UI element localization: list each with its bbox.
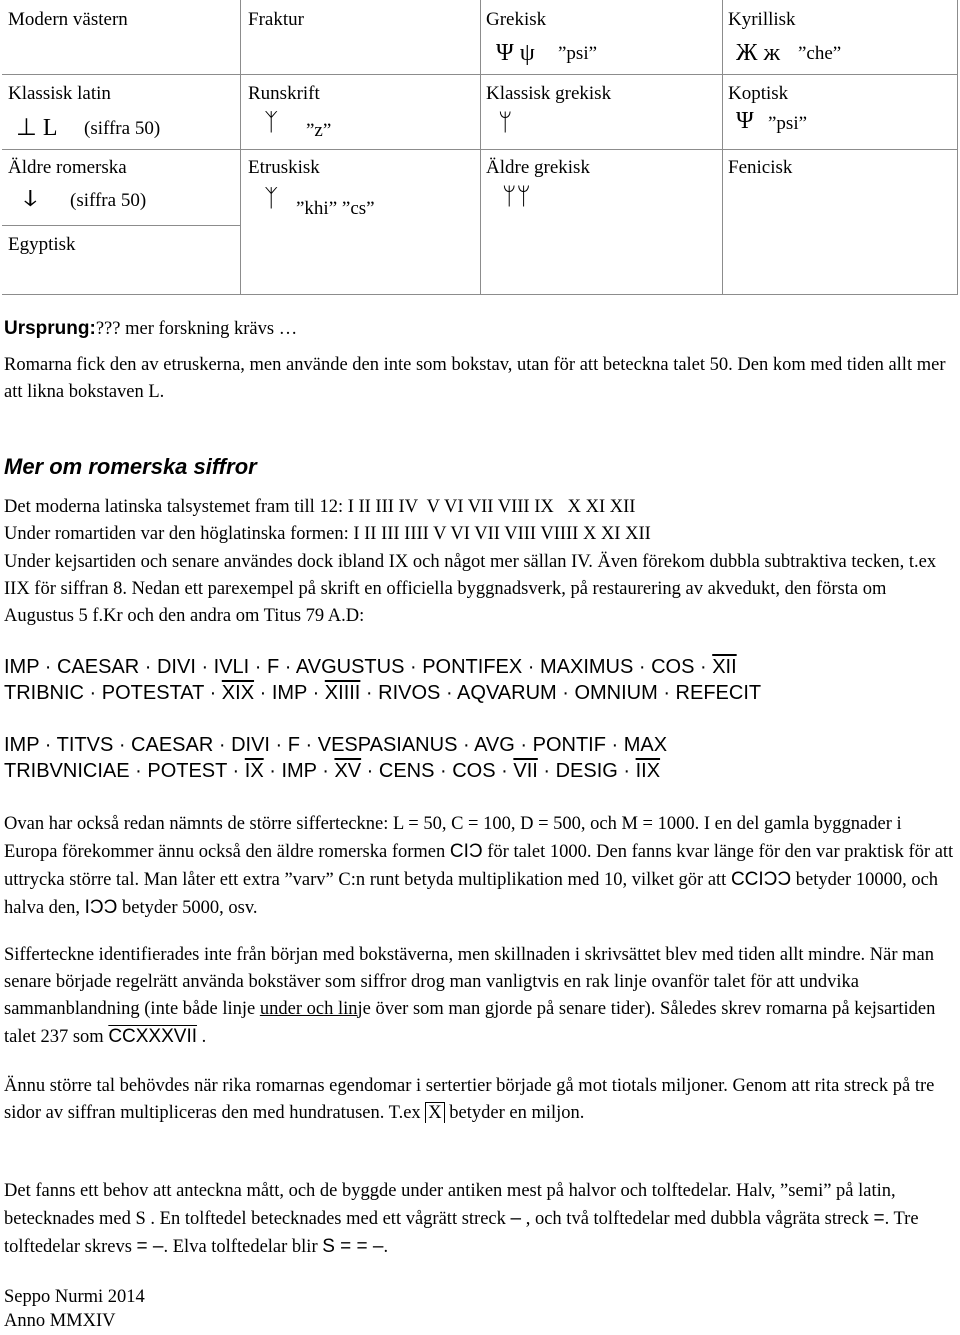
inscription-text: TRIBVNICIAE · POTEST · — [4, 760, 245, 782]
etruscan-note: ”khi” ”cs” — [296, 198, 375, 219]
inscription-text: · DESIG · — [537, 760, 636, 782]
overlined-numeral: $\overline{IX}$ — [244, 760, 264, 782]
table-divider — [957, 0, 958, 295]
cyrillic-che-glyph: Ж ж — [736, 40, 781, 66]
coptic-glyph: Ψ — [736, 108, 754, 134]
apostrophus-1000: CIƆ — [449, 841, 483, 862]
augustus-inscription-line-1 — [4, 654, 737, 680]
cell-etruscan: Etruskisk — [248, 157, 320, 178]
runic-note: ”z” — [306, 120, 332, 141]
boxed-numeral-million: X — [425, 1102, 444, 1123]
table-divider — [480, 0, 481, 295]
greek-psi-note: ”psi” — [558, 43, 598, 64]
origin-text: Romarna fick den av etruskerna, men använde den inte som bokstav, utan för att beteckna talet 50. Den kom med tiden allt mer att likna bokstaven L. — [4, 355, 946, 402]
paragraph-text: . Tre tolftedelar skrevs — [4, 1209, 919, 1257]
overlined-numeral: $\overline{IIX}$ — [635, 760, 661, 782]
cell-cyrillic: Kyrillisk — [728, 9, 796, 30]
high-latin-numerals-line: Under romartiden var den höglatinska formen: I II III IIII V VI VII VIII VIIII X XI XII — [4, 524, 651, 544]
twelfth-sign: – — [510, 1208, 522, 1229]
paragraph-text: . — [197, 1027, 207, 1047]
paragraph-text: . Elva tolftedelar blir — [163, 1237, 323, 1257]
inscription-text: · CENS · COS · — [361, 760, 514, 782]
overlined-numeral: $\overline{XII}$ — [712, 656, 737, 678]
inscription-text: TRIBNIC · POTESTAT · — [4, 682, 222, 704]
classical-greek-glyph: ᛘ — [498, 110, 513, 136]
classical-latin-glyph: ⊥ L — [16, 115, 58, 141]
paragraph-text: betyder 5000, osv. — [117, 898, 258, 918]
cell-classical-greek: Klassisk grekisk — [486, 83, 612, 104]
table-divider — [2, 294, 958, 295]
cell-greek: Grekisk — [486, 9, 547, 30]
apostrophus-10000: CCIƆƆ — [730, 869, 792, 890]
greek-psi-glyph: Ψ ψ — [496, 40, 535, 66]
cell-older-roman: Äldre romerska — [8, 157, 127, 178]
paragraph-text: , och två tolftedelar med dubbla vågräta streck — [521, 1209, 874, 1229]
cell-classical-latin: Klassisk latin — [8, 83, 111, 104]
runic-glyph: ᛉ — [264, 110, 279, 136]
classical-latin-note: (siffra 50) — [84, 118, 161, 139]
million-paragraph — [4, 1073, 956, 1127]
section-heading: Mer om romerska siffror — [4, 454, 257, 479]
paragraph-text: för talet 1000. Den fanns kvar länge för den var praktisk för att uttrycka större tal. Man låter ett extra ”varv” C:n runt betyda multiplikation med 10, vilket gör att — [4, 842, 954, 890]
origin-value: ??? mer forskning krävs … — [95, 319, 298, 339]
two-twelfths-sign: = — [873, 1208, 885, 1229]
cyrillic-che-note: ”che” — [798, 43, 842, 64]
older-greek-glyph: ᛘᛘ — [502, 184, 531, 210]
cell-modern-western: Modern västern — [8, 9, 128, 30]
three-twelfths-sign: = – — [136, 1236, 164, 1257]
cell-egyptian: Egyptisk — [8, 234, 76, 255]
coptic-note: ”psi” — [768, 113, 808, 134]
footer-author: Seppo Nurmi 2014 — [4, 1287, 145, 1307]
eleven-twelfths-sign: S = = – — [322, 1236, 384, 1257]
paragraph-text: Ovan har också redan nämnts de större sifferteckne: L = 50, C = 100, D = 500, och M = 1000. I en del gamla byggnader i Europa förekommer ännu också den äldre romerska formen — [4, 814, 902, 862]
older-roman-note: (siffra 50) — [70, 190, 147, 211]
script-table — [2, 0, 958, 295]
paragraph-text: Sifferteckne identifierades inte från början med bokstäverna, men skillnaden i skrivsättet blev med tiden allt mindre. När man senare började regelrätt använda bokstäver som siffror drog man vanligtvis en rak linje ovanför talet för att undvika sammanblandning (inte både linje — [4, 945, 935, 1019]
cell-phoenician: Fenicisk — [728, 157, 793, 178]
paragraph-text: Det fanns ett behov att anteckna mått, och de byggde under antiken mest på halvor och tolftedelar. Halv, ”semi” på latin, betecknades med S . En tolftedel betecknades med ett vågrätt streck — [4, 1181, 896, 1229]
table-divider — [240, 0, 241, 295]
overlined-numeral: $\overline{VII}$ — [513, 760, 538, 782]
overlined-numeral: $\overline{XIX}$ — [221, 682, 255, 704]
paragraph-text: Ännu större tal behövdes när rika romarnas egendomar i sertertier började gå mot tiotals miljoner. Genom att rita streck på tre sidor av siffran multipliceras den med hundratusen. T.ex — [4, 1076, 935, 1123]
cell-runic: Runskrift — [248, 83, 320, 104]
titus-inscription-line-1: IMP · TITVS · CAESAR · DIVI · F · VESPASIANUS · AVG · PONTIF · MAX — [4, 734, 668, 756]
etruscan-glyph: ᛉ — [264, 186, 279, 212]
overline-paragraph — [4, 942, 956, 1051]
inscription-text: · RIVOS · AQVARUM · OMNIUM · REFECIT — [360, 682, 762, 704]
paragraph-text: je över som man gjorde på senare tider). Således skrev romarna på kejsartiden talet 237 som — [4, 999, 936, 1047]
footer-year: Anno MMXIV — [4, 1311, 116, 1331]
paragraph-text: . — [383, 1237, 389, 1257]
table-divider — [722, 0, 723, 295]
subtractive-paragraph: Under kejsartiden och senare användes dock ibland IX och något mer sällan IV. Även förekom dubbla subtraktiva tecken, t.ex IIX för siffran 8. Nedan ett parexempel på skrift en officiella byggnadsverk, på restaurering av akvedukt, den första om Augustus 5 f.Kr och den andra om Titus 79 A.D: — [4, 552, 937, 626]
modern-numerals-line: Det moderna latinska talsystemet fram till 12: I II III IV V VI VII VIII IX X XI XII — [4, 497, 636, 517]
underlined-text: under och lin — [259, 999, 358, 1019]
overlined-numeral: XIIII — [324, 682, 361, 704]
overlined-numeral: $\overline{XV}$ — [334, 760, 362, 782]
cell-fraktur: Fraktur — [248, 9, 304, 30]
overlined-numeral-237: CCXXXVII — [108, 1026, 198, 1047]
origin-label: Ursprung: — [4, 318, 96, 339]
titus-inscription-line-2 — [4, 758, 660, 784]
paragraph-text: betyder en miljon. — [444, 1103, 585, 1123]
table-divider — [2, 74, 958, 75]
large-numerals-paragraph — [4, 811, 956, 922]
cell-older-greek: Äldre grekisk — [486, 157, 590, 178]
fractions-paragraph — [4, 1178, 956, 1261]
inscription-text: · IMP · — [254, 682, 325, 704]
older-roman-glyph: ↆ — [24, 186, 37, 212]
augustus-inscription-line-2 — [4, 680, 761, 706]
inscription-text: IMP · CAESAR · DIVI · IVLI · F · AVGUSTUS · PONTIFEX · MAXIMUS · COS · — [4, 656, 713, 678]
table-divider — [2, 149, 958, 150]
apostrophus-5000: IƆƆ — [84, 897, 118, 918]
inscription-text: · IMP · — [263, 760, 335, 782]
paragraph-text: betyder 10000, och halva den, — [4, 870, 939, 918]
origin-line — [4, 315, 956, 343]
table-divider — [2, 225, 240, 226]
cell-coptic: Koptisk — [728, 83, 789, 104]
